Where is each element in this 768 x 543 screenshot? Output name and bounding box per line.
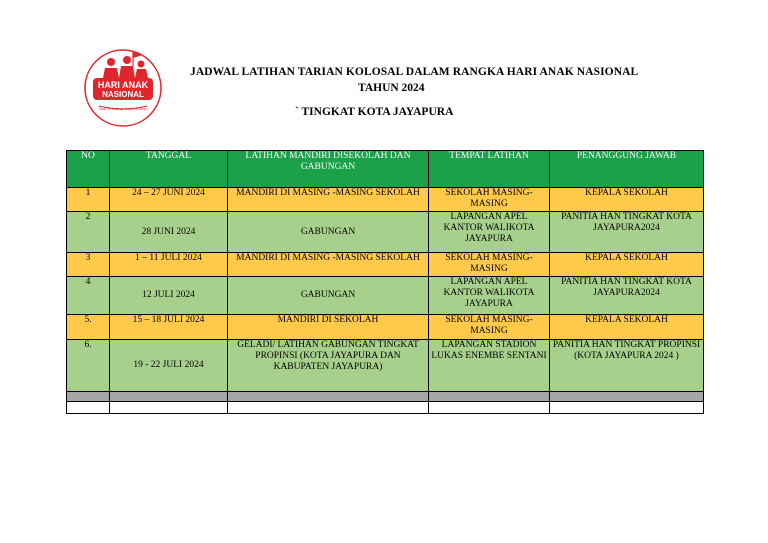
table-row [67,340,704,392]
cell-tempat: LAPANGAN STADION LUKAS ENEMBE SENTANI [429,340,550,392]
cell-tanggal: 12 JULI 2024 [110,277,228,315]
cell-latihan: MANDIRI DI MASING -MASING SEKOLAH [228,188,429,212]
cell-penanggung-jawab: KEPALA SEKOLAH [550,315,704,340]
cell-latihan: GELADI/ LATIHAN GABUNGAN TINGKAT PROPINSI (KOTA JAYAPURA DAN KABUPATEN JAYAPURA) [228,340,429,392]
table-row-empty [67,392,704,402]
logo-text-line1: HARI ANAK [97,80,149,90]
table-row [67,315,704,340]
table-row [67,277,704,315]
cell-tempat: SEKOLAH MASING-MASING [429,188,550,212]
cell-penanggung-jawab: PANITIA HAN TINGKAT KOTA JAYAPURA2024 [550,277,704,315]
cell-no: 3 [67,253,110,277]
table-row [67,212,704,253]
schedule-table [66,150,704,414]
cell-latihan: GABUNGAN [228,277,429,315]
table-header-row [67,151,704,188]
logo-tagline: Anak Terlindungi Indonesia Maju [98,107,148,111]
header-latihan: LATIHAN MANDIRI DISEKOLAH DAN GABUNGAN [228,151,429,188]
cell-latihan: MANDIRI DI MASING -MASING SEKOLAH [228,253,429,277]
logo-text-line2: NASIONAL [102,90,144,99]
cell-tanggal: 15 – 18 JULI 2024 [110,315,228,340]
cell-tanggal: 19 - 22 JULI 2024 [110,340,228,392]
cell-penanggung-jawab: KEPALA SEKOLAH [550,188,704,212]
header-penanggung-jawab: PENANGGUNG JAWAB [550,151,704,188]
cell-penanggung-jawab: PANITIA HAN TINGKAT KOTA JAYAPURA2024 [550,212,704,253]
cell-latihan: GABUNGAN [228,212,429,253]
cell-penanggung-jawab: PANITIA HAN TINGKAT PROPINSI (KOTA JAYAPURA 2024 ) [550,340,704,392]
cell-latihan: MANDIRI DI SEKOLAH [228,315,429,340]
document-title-line3: ` TINGKAT KOTA JAYAPURA [295,106,454,118]
cell-no: 4 [67,277,110,315]
cell-tempat: LAPANGAN APEL KANTOR WALIKOTA JAYAPURA [429,212,550,253]
cell-no: 6. [67,340,110,392]
table-row [67,253,704,277]
header-tempat: TEMPAT LATIHAN [429,151,550,188]
cell-no: 1 [67,188,110,212]
table-row [67,188,704,212]
cell-penanggung-jawab: KEPALA SEKOLAH [550,253,704,277]
hari-anak-nasional-logo [83,48,163,128]
cell-tempat: SEKOLAH MASING-MASING [429,253,550,277]
cell-tempat: LAPANGAN APEL KANTOR WALIKOTA JAYAPURA [429,277,550,315]
document-title-line2: TAHUN 2024 [358,82,425,94]
cell-tanggal: 1 – 11 JULI 2024 [110,253,228,277]
cell-tanggal: 24 – 27 JUNI 2024 [110,188,228,212]
table-row-empty [67,402,704,414]
header-no: NO [67,151,110,188]
cell-no: 2 [67,212,110,253]
cell-tanggal: 28 JUNI 2024 [110,212,228,253]
cell-tempat: SEKOLAH MASING-MASING [429,315,550,340]
header-tanggal: TANGGAL [110,151,228,188]
cell-no: 5. [67,315,110,340]
document-title-line1: JADWAL LATIHAN TARIAN KOLOSAL DALAM RANGKA HARI ANAK NASIONAL [190,66,639,78]
